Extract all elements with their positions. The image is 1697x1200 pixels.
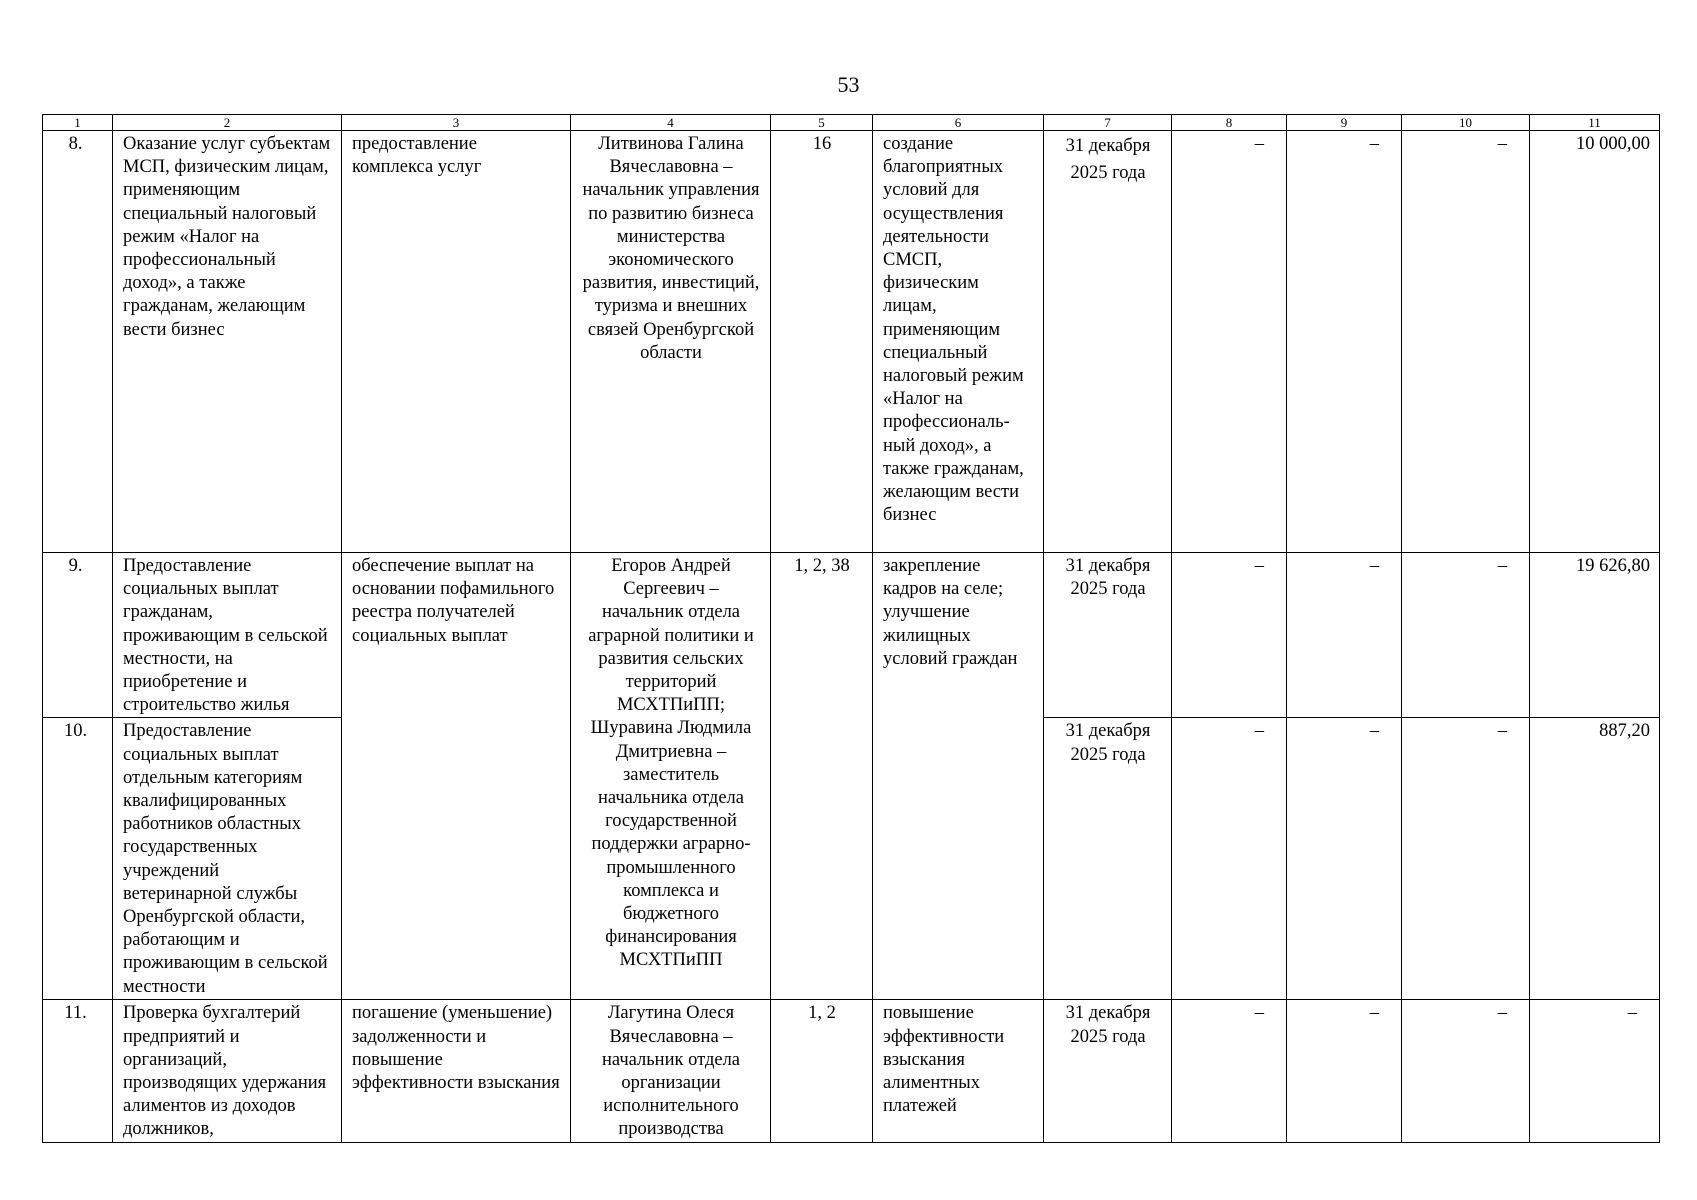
value-col-8: – [1172, 1000, 1287, 1142]
event-name: Оказание услуг субъектам МСП, физическим лицам, применяющим специальный налоговый режим «Налог на профессиональный доход», а также гражданам, желающим вести бизнес [113, 131, 342, 553]
page-number: 53 [837, 72, 860, 97]
row-number: 11. [43, 1000, 113, 1142]
expected-result: закрепление кадров на селе; улучшение жилищных условий граждан [873, 553, 1044, 1000]
event-description: обеспечение выплат на основании пофамильного реестра получателей социальных выплат [342, 553, 571, 1000]
column-number-row [43, 115, 1660, 131]
value-col-9: – [1287, 718, 1402, 1000]
table-row [43, 131, 1660, 553]
value-col-11: – [1530, 1000, 1660, 1142]
value-col-9: – [1287, 553, 1402, 718]
deadline: 31 декабря 2025 года [1044, 1000, 1172, 1142]
column-number: 6 [873, 115, 1044, 131]
deadline: 31 декабря 2025 года [1044, 718, 1172, 1000]
expected-result: повышение эффективности взыскания алиментных платежей [873, 1000, 1044, 1142]
value-col-11: 19 626,80 [1530, 553, 1660, 718]
indicator-numbers: 1, 2 [771, 1000, 873, 1142]
column-number: 2 [113, 115, 342, 131]
value-col-11: 887,20 [1530, 718, 1660, 1000]
column-number: 7 [1044, 115, 1172, 131]
value-col-8: – [1172, 718, 1287, 1000]
value-col-10: – [1402, 1000, 1530, 1142]
column-number: 11 [1530, 115, 1660, 131]
table-row [43, 1000, 1660, 1142]
column-number: 10 [1402, 115, 1530, 131]
value-col-11: 10 000,00 [1530, 131, 1660, 553]
responsible-person: Литвинова Галина Вячеславовна – начальник управления по развитию бизнеса министерства экономического развития, инвестиций, туризма и внешних связей Оренбургской области [571, 131, 771, 553]
event-name: Предоставление социальных выплат отдельным категориям квалифицированных работников областных государственных учреждений ветеринарной службы Оренбургской области, работающим и проживающим в сельской местности [113, 718, 342, 1000]
column-number: 3 [342, 115, 571, 131]
deadline: 31 декабря 2025 года [1044, 131, 1172, 553]
event-description: предоставление комплекса услуг [342, 131, 571, 553]
event-description: погашение (уменьшение) задолженности и повышение эффективности взыскания [342, 1000, 571, 1142]
row-number: 9. [43, 553, 113, 718]
responsible-person: Егоров Андрей Сергеевич – начальник отдела аграрной политики и развития сельских территорий МСХТПиПП; Шуравина Людмила Дмитриевна – заместитель начальника отдела государственной поддержки аграрно-промышленного комплекса и бюджетного финансирования МСХТПиПП [571, 553, 771, 1000]
row-number: 10. [43, 718, 113, 1000]
value-col-9: – [1287, 1000, 1402, 1142]
event-name: Проверка бухгалтерий предприятий и организаций, производящих удержания алиментов из доходов должников, [113, 1000, 342, 1142]
indicator-numbers: 1, 2, 38 [771, 553, 873, 1000]
value-col-10: – [1402, 718, 1530, 1000]
value-col-10: – [1402, 553, 1530, 718]
deadline: 31 декабря 2025 года [1044, 553, 1172, 718]
column-number: 9 [1287, 115, 1402, 131]
value-col-10: – [1402, 131, 1530, 553]
value-col-8: – [1172, 131, 1287, 553]
column-number: 1 [43, 115, 113, 131]
table-row [43, 553, 1660, 718]
value-col-8: – [1172, 553, 1287, 718]
column-number: 5 [771, 115, 873, 131]
value-col-9: – [1287, 131, 1402, 553]
row-number: 8. [43, 131, 113, 553]
expected-result: создание благоприятных условий для осуществления деятельности СМСП, физическим лицам, применяющим специальный налоговый режим «Налог на профессиональ-ный доход», а также гражданам, желающим вести бизнес [873, 131, 1044, 553]
column-number: 8 [1172, 115, 1287, 131]
event-name: Предоставление социальных выплат гражданам, проживающим в сельской местности, на приобретение и строительство жилья [113, 553, 342, 718]
responsible-person: Лагутина Олеся Вячеславовна – начальник отдела организации исполнительного производства [571, 1000, 771, 1142]
column-number: 4 [571, 115, 771, 131]
indicator-numbers: 16 [771, 131, 873, 553]
plan-table [42, 114, 1660, 1143]
